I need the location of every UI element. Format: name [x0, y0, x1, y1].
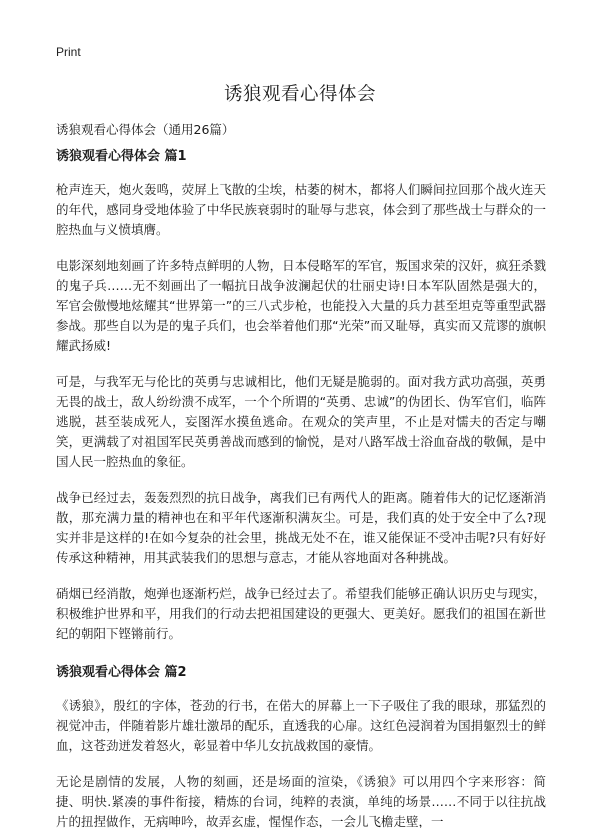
- section-heading-2: 诱狼观看心得体会 篇2: [56, 665, 187, 680]
- paragraph: 电影深刻地刻画了许多特点鲜明的人物，日本侵略军的军官，叛国求荣的汉奸，疯狂杀戮的鬼子兵……无不刻画出了一幅抗日战争波澜起伏的壮丽史诗!日本军队固然是强大的，军官会傲慢地炫耀其“世界第一”的三八式步枪，也能投入大量的兵力甚至坦克等重型武器参战。那些自以为是的鬼子兵们，也会举着他们那“光荣”而又耻辱，真实而又荒谬的旗帜耀武扬威!: [56, 258, 546, 353]
- paragraph: 《诱狼》，殷红的字体，苍劲的行书，在偌大的屏幕上一下子吸住了我的眼球，那猛烈的视觉冲击，伴随着影片雄壮激昂的配乐，直透我的心扉。这红色浸润着为国捐躯烈士的鲜血，这苍劲迸发着怒火，彰显着中华儿女抗战救国的豪情。: [56, 698, 546, 753]
- paragraph: 战争已经过去，轰轰烈烈的抗日战争，离我们已有两代人的距离。随着伟大的记忆逐渐消散，那充满力量的精神也在和平年代逐渐积满灰尘。可是，我们真的处于安全中了么?现实并非是这样的!在如今复杂的社会里，挑战无处不在，谁又能保证不受冲击呢?只有好好传承这种精神，用其武装我们的思想与意志，才能从容地面对各种挑战。: [56, 490, 546, 565]
- page-title: 诱狼观看心得体会: [223, 84, 376, 105]
- article-body: [56, 148, 546, 828]
- paragraph: 可是，与我军无与伦比的英勇与忠诚相比，他们无疑是脆弱的。面对我方武功高强，英勇无畏的战士，敌人纷纷溃不成军，一个个所谓的“英勇、忠诚”的伪团长、伪军官们，临阵逃脱，甚至装成死人，妄图浑水摸鱼逃命。在观众的笑声里，不止是对懦夫的否定与嘲笑，更满载了对祖国军民英勇善战而感到的愉悦，是对八路军战士浴血奋战的敬佩，是中国人民一腔热血的象征。: [56, 374, 546, 469]
- print-link[interactable]: Print: [56, 45, 81, 59]
- paragraph: 硝烟已经消散，炮弹也逐渐朽烂，战争已经过去了。希望我们能够正确认识历史与现实，积极维护世界和平，用我们的行动去把祖国建设的更强大、更美好。愿我们的祖国在新世纪的朝阳下铿锵前行。: [56, 586, 546, 641]
- document-subtitle: 诱狼观看心得体会（通用26篇）: [56, 122, 235, 137]
- paragraph: 枪声连天，炮火轰鸣，荧屏上飞散的尘埃，枯萎的树木，都将人们瞬间拉回那个战火连天的年代，感同身受地体验了中华民族衰弱时的耻辱与悲哀，体会到了那些战士与群众的一腔热血与义愤填膺。: [56, 182, 546, 237]
- paragraph: 无论是剧情的发展，人物的刻画，还是场面的渲染，《诱狼》可以用四个字来形容：简捷、明快.紧凑的事件衔接，精炼的台词，纯粹的表演，单纯的场景……不同于以往抗战片的扭捏做作，无病呻吟，故弄玄虚，惺惺作态，一会儿飞檐走壁，一: [56, 774, 546, 828]
- section-heading-1: 诱狼观看心得体会 篇1: [56, 149, 187, 164]
